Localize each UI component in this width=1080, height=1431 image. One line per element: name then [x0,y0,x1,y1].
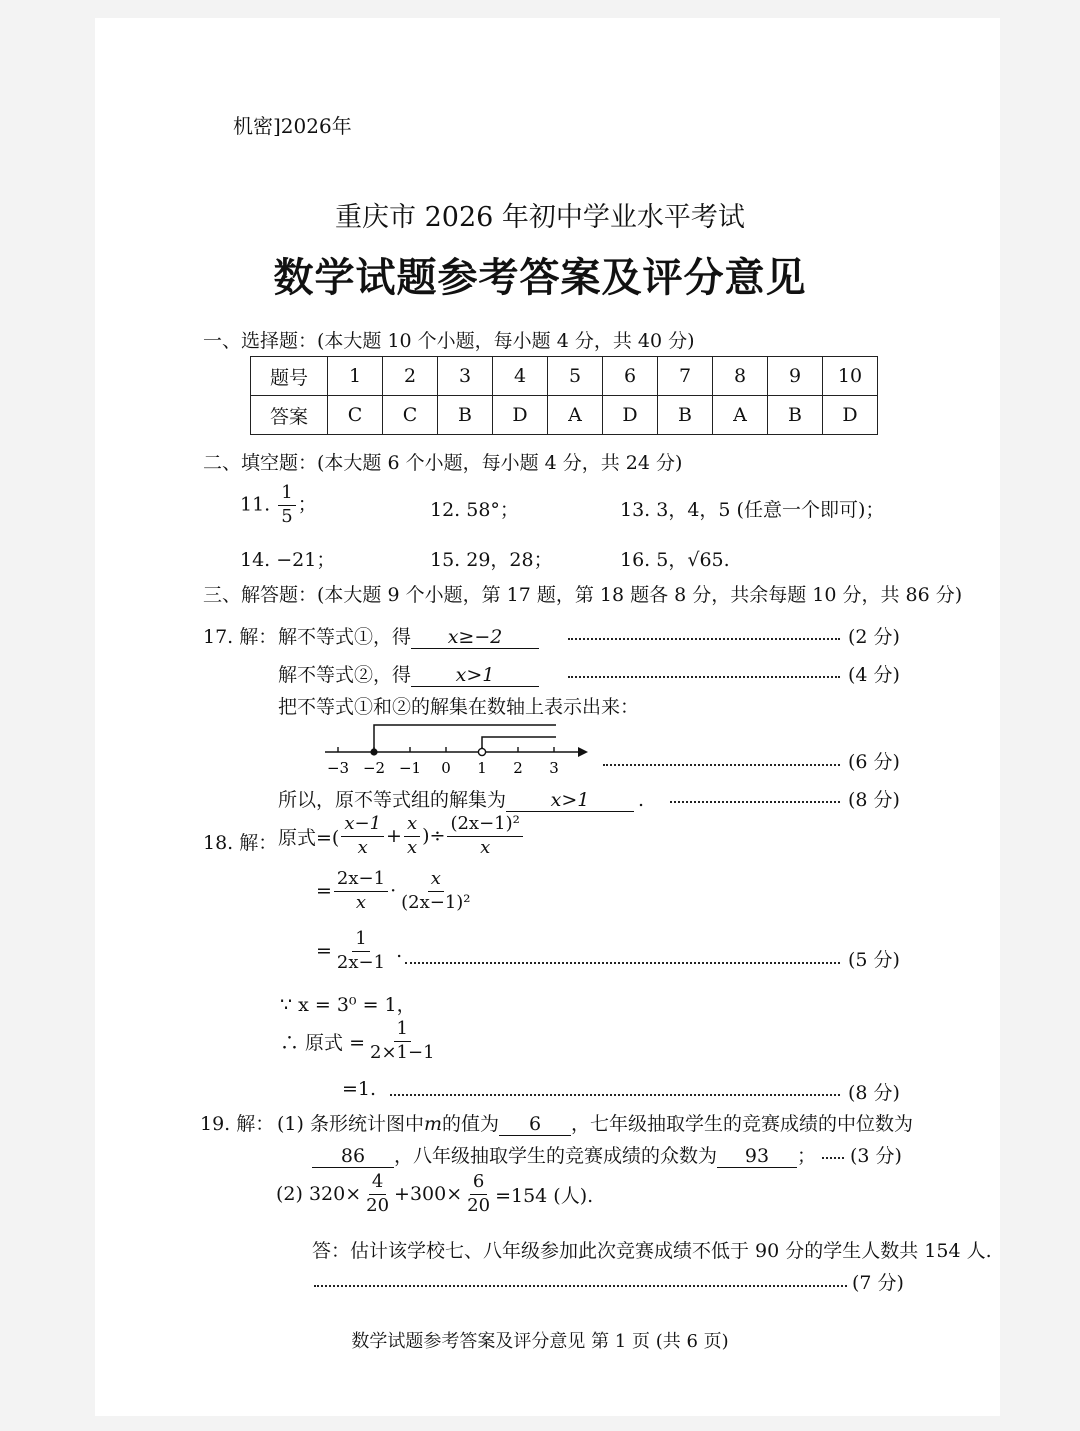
answer-letter: B [768,396,823,435]
fraction [334,930,388,973]
dot-leader [568,676,840,678]
filled-answer: x>1 [506,789,634,812]
answer-12: 12. 58°； [430,499,519,521]
q18-final: =1. [342,1078,377,1100]
dot-leader [390,1094,840,1096]
answer-letter: A [548,396,603,435]
denominator: x [406,836,418,858]
square-root: √65 [687,549,724,571]
answer-letter: C [383,396,438,435]
step-text: ，七年级抽取学生的竞赛成绩的中位数为 [571,1113,914,1135]
page-title: 重庆市 2026 年初中学业水平考试 [335,202,745,233]
question-number: 1 [328,357,383,396]
filled-answer: 93 [717,1145,797,1168]
score-label: (5 分) [848,949,900,971]
answer-11 [240,484,317,527]
numerator: 1 [352,930,369,952]
answer-letter: B [438,396,493,435]
dot-leader [568,638,840,640]
numerator: x [428,870,444,892]
question-number: 6 [603,357,658,396]
fraction [404,815,420,858]
dot-leader [603,764,840,766]
answer-letter: A [713,396,768,435]
denominator: 20 [467,1194,491,1216]
score-label: (8 分) [848,789,900,811]
question-label: 11. [240,493,271,516]
fraction [363,1173,392,1216]
question-number: 8 [713,357,768,396]
fraction [278,484,295,527]
filled-answer: x≥−2 [411,626,539,649]
score-label: (7 分) [852,1272,904,1294]
filled-answer: 6 [499,1113,571,1136]
step-text: 解不等式①，得 [278,626,412,648]
question-number: 4 [493,357,548,396]
numerator: 1 [394,1020,411,1042]
section2-title: 二、填空题：(本大题 6 个小题，每小题 4 分，共 24 分) [203,452,683,474]
filled-answer: 86 [312,1145,394,1168]
denominator: 5 [281,505,293,527]
denominator: x [355,891,367,913]
fraction [367,1020,438,1063]
step-text: 原式=( [278,826,340,849]
question-number: 5 [548,357,603,396]
q19-answer-statement: 答：估计该学校七、八年级参加此次竞赛成绩不低于 90 分的学生人数共 154 人. [312,1240,992,1262]
punctuation: . [396,940,403,963]
answer-letter: D [493,396,548,435]
step-text: ，八年级抽取学生的竞赛成绩的众数为 [394,1145,718,1167]
tick-label: −1 [398,759,422,777]
q17-line4 [278,785,644,812]
q17-line3: 把不等式①和②的解集在数轴上表示出来： [278,696,640,718]
answer-letter: D [823,396,878,435]
question-19-label: 19. 解： [200,1113,275,1135]
score-label: (2 分) [848,626,900,648]
punctuation: ； [797,1145,817,1167]
answer-letter: C [328,396,383,435]
numerator: 2x−1 [334,870,388,892]
step-text: (2) 320× [276,1183,362,1206]
denominator: x [480,836,491,858]
denominator: 20 [366,1194,390,1216]
q18-because: ∵ x = 3⁰ = 1， [280,994,416,1016]
numerator: x [404,815,420,837]
tick-label: 3 [549,759,559,777]
q17-line2 [278,660,539,687]
question-label: 16. 5， [620,549,688,571]
score-label: (6 分) [848,751,900,773]
q18-step2 [316,870,476,913]
tick-label: 2 [513,759,523,777]
question-number: 3 [438,357,493,396]
table-row-label: 答案 [251,396,328,435]
confidential-mark: 机密]2026年 [233,114,352,138]
punctuation: ； [297,493,317,516]
score-label: (4 分) [848,664,900,686]
denominator: 2×1−1 [370,1041,435,1063]
operator: = [316,880,332,903]
denominator: (2x−1)² [401,891,471,913]
table-row-label: 题号 [251,357,328,396]
table-row [251,396,878,435]
q18-step1 [278,815,525,858]
answer-16 [620,545,730,572]
question-18-label: 18. 解： [203,832,278,854]
punctuation: . [723,549,730,571]
numerator: 4 [369,1173,386,1195]
score-label: (8 分) [848,1082,900,1104]
answer-letter: B [658,396,713,435]
tick-label: 1 [477,759,487,777]
step-text: +300× [394,1183,463,1206]
question-number: 10 [823,357,878,396]
fraction [341,815,384,858]
step-text: =154 (人). [495,1184,594,1207]
step-text: (1) 条形统计图中 [277,1113,424,1135]
numerator: x−1 [341,815,384,837]
answer-14: 14. −21； [240,549,336,571]
operator: = [316,940,332,963]
answer-15: 15. 29，28； [430,549,553,571]
step-text: 的值为 [442,1113,500,1135]
arrow-head-icon [578,747,588,757]
operator: + [386,825,402,848]
score-label: (3 分) [850,1145,902,1167]
step-text: 所以，原不等式组的解集为 [278,789,507,811]
answer-13: 13. 3，4，5 (任意一个即可)； [620,499,885,521]
solution-bracket-x-gt-1 [482,737,556,752]
tick-label: −2 [362,759,386,777]
filled-answer: x>1 [411,664,539,687]
page-subtitle: 数学试题参考答案及评分意见 [273,254,807,301]
multiple-choice-answer-table [250,356,878,435]
tick-label: 0 [441,759,451,777]
denominator: 2x−1 [336,951,386,973]
section1-title: 一、选择题：(本大题 10 个小题，每小题 4 分，共 40 分) [203,330,695,352]
operator: · [390,880,397,903]
fraction [334,870,388,913]
q18-step3 [316,930,402,973]
question-17-label: 17. 解： [203,626,278,648]
q17-line1 [278,622,539,649]
q18-therefore [280,1020,440,1063]
dot-leader [822,1157,844,1159]
numerator: 1 [278,484,295,506]
dot-leader [314,1285,847,1287]
step-text: ∴ 原式 = [280,1031,365,1054]
solid-dot [370,748,377,755]
step-text: 解不等式②，得 [278,664,412,686]
q19-part1-line1 [277,1109,913,1136]
variable: m [423,1113,442,1135]
punctuation: . [638,789,645,811]
numerator: (2x−1)² [447,815,522,837]
section3-title: 三、解答题：(本大题 9 个小题，第 17 题，第 18 题各 8 分，共余每题 10 分，共 86 分) [203,584,963,606]
numerator: 6 [470,1173,487,1195]
dot-leader [670,801,840,803]
dot-leader [405,962,840,964]
fraction [464,1173,493,1216]
answer-letter: D [603,396,658,435]
solution-bracket-x-ge-neg2 [374,725,556,752]
operator: )÷ [422,825,446,848]
q19-part2 [276,1173,593,1216]
table-row [251,357,878,396]
open-dot [478,748,485,755]
page-footer: 数学试题参考答案及评分意见 第 1 页 (共 6 页) [351,1331,729,1352]
q19-part1-line2 [312,1141,816,1168]
denominator: x [357,836,368,858]
fraction [398,870,473,913]
number-line-diagram [320,718,600,780]
question-number: 7 [658,357,713,396]
fraction [447,815,522,858]
tick-label: −3 [326,759,350,777]
question-number: 2 [383,357,438,396]
question-number: 9 [768,357,823,396]
